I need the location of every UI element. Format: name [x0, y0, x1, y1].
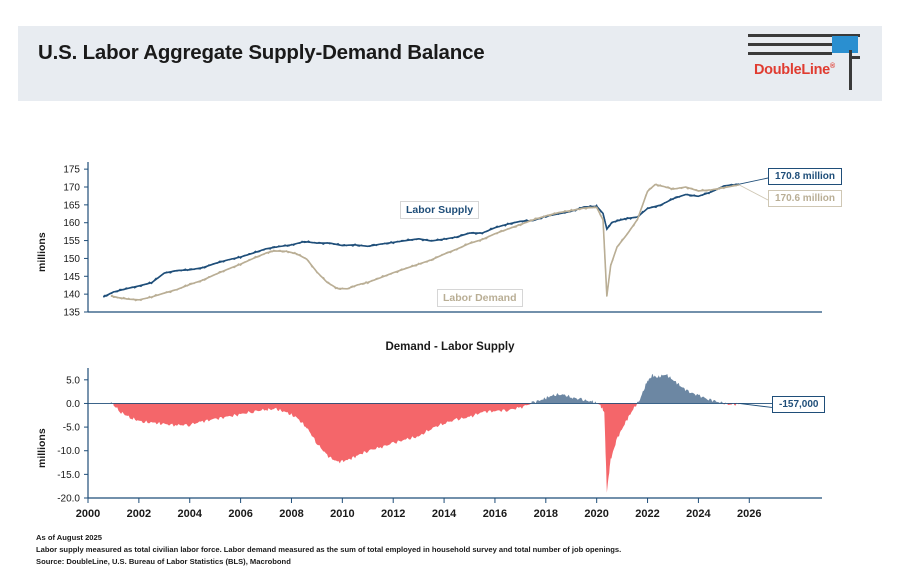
logo-blue-square [832, 36, 858, 53]
page-title: U.S. Labor Aggregate Supply-Demand Balance [38, 41, 485, 64]
svg-text:150: 150 [63, 253, 80, 265]
svg-text:2014: 2014 [431, 508, 457, 520]
svg-text:2004: 2004 [177, 508, 202, 520]
footnote-methodology: Labor supply measured as total civilian labor force. Labor demand measured as the sum of total employed in household survey and total number of job openings. [36, 544, 622, 554]
callout-labor-supply-value: 170.8 million [768, 168, 842, 185]
svg-text:2022: 2022 [635, 508, 660, 520]
svg-text:-5.0: -5.0 [62, 422, 80, 434]
doubleline-logo [748, 34, 860, 90]
svg-text:2026: 2026 [737, 508, 762, 520]
y-axis-label-top: millions [36, 232, 48, 272]
svg-text:2002: 2002 [126, 508, 152, 520]
svg-text:-20.0: -20.0 [57, 493, 80, 505]
footnote-as-of: As of August 2025 [36, 533, 102, 542]
svg-text:160: 160 [63, 218, 80, 230]
svg-text:145: 145 [63, 271, 80, 283]
svg-text:170: 170 [63, 182, 80, 194]
svg-text:2020: 2020 [584, 508, 609, 520]
svg-text:155: 155 [63, 236, 80, 248]
svg-text:0.0: 0.0 [66, 398, 80, 410]
subtitle-demand-minus-supply: Demand - Labor Supply [385, 341, 515, 353]
series-tag-labor-demand: Labor Demand [437, 289, 523, 307]
svg-text:2008: 2008 [279, 508, 304, 520]
svg-text:2006: 2006 [228, 508, 253, 520]
svg-text:2012: 2012 [380, 508, 406, 520]
svg-text:2018: 2018 [533, 508, 559, 520]
svg-text:-10.0: -10.0 [57, 446, 80, 458]
svg-text:2024: 2024 [686, 508, 711, 520]
footnote-source: Source: DoubleLine, U.S. Bureau of Labor Statistics (BLS), Macrobond [36, 556, 291, 566]
logo-tick-bar [851, 56, 860, 59]
logo-bars-icon [748, 34, 860, 64]
callout-labor-demand-value: 170.6 million [768, 190, 842, 207]
svg-text:140: 140 [63, 289, 80, 301]
svg-text:175: 175 [63, 164, 80, 176]
svg-text:135: 135 [63, 307, 80, 319]
logo-wordmark-text: DoubleLine [754, 62, 830, 78]
svg-text:-15.0: -15.0 [57, 469, 80, 481]
svg-text:2010: 2010 [330, 508, 355, 520]
logo-wordmark [754, 62, 835, 78]
bottom-plot-svg [0, 360, 900, 510]
svg-text:2016: 2016 [482, 508, 508, 520]
chart-bottom-gap [0, 360, 900, 510]
footnotes [36, 532, 836, 567]
y-axis-label-bottom: millions [36, 428, 48, 468]
x-axis-svg [0, 498, 900, 532]
svg-text:165: 165 [63, 200, 80, 212]
svg-text:5.0: 5.0 [66, 375, 80, 387]
svg-text:2000: 2000 [75, 508, 101, 520]
logo-trademark: ® [829, 63, 835, 71]
series-tag-labor-supply: Labor Supply [400, 201, 479, 219]
callout-gap-value: -157,000 [772, 396, 825, 413]
